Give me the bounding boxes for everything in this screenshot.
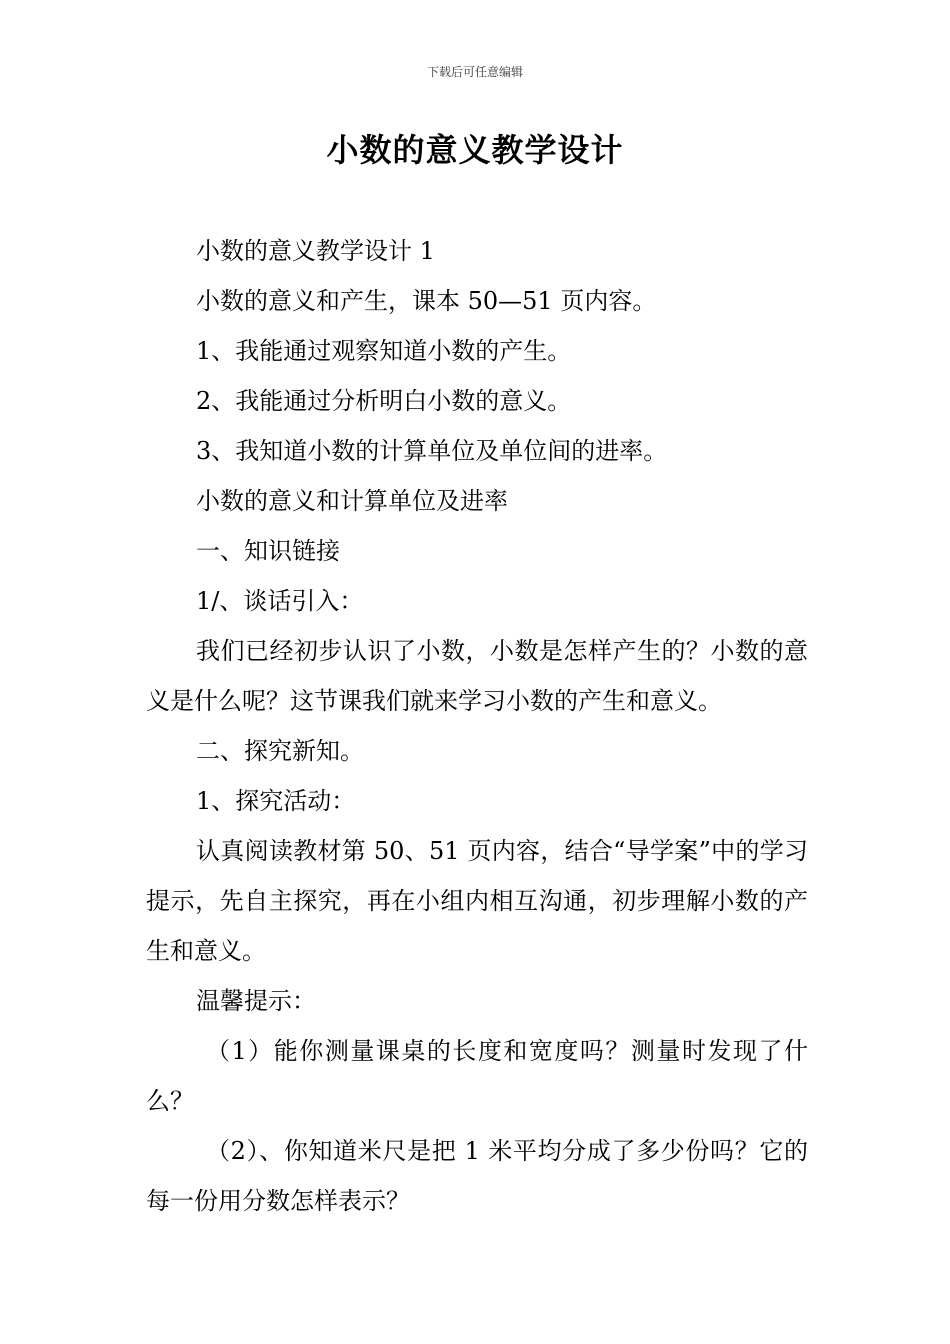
section-heading-1: 一、知识链接: [196, 537, 340, 565]
subsection-heading-intro: 1/、谈话引入：: [196, 587, 364, 615]
paragraph-tip-label: 温馨提示：: [196, 987, 316, 1015]
document-title: 小数的意义教学设计: [326, 131, 624, 169]
paragraph-tip-1: （1）能你测量课桌的长度和宽度吗？测量时发现了什么？: [146, 1037, 808, 1115]
paragraph-goal-2: 2、我能通过分析明白小数的意义。: [196, 387, 572, 415]
paragraph-goal-1: 1、我能通过观察知道小数的产生。: [196, 337, 572, 365]
paragraph-key-point: 小数的意义和计算单位及进率: [196, 487, 508, 515]
subsection-heading-activity: 1、探究活动：: [196, 787, 356, 815]
paragraph-intro: 我们已经初步认识了小数，小数是怎样产生的？小数的意义是什么呢？这节课我们就来学习小数的产生和意义。: [146, 637, 808, 715]
document-body: [146, 226, 808, 1226]
paragraph-subtitle: 小数的意义教学设计 1: [196, 237, 435, 265]
paragraph-goal-3: 3、我知道小数的计算单位及单位间的进率。: [196, 437, 668, 465]
paragraph-content: 小数的意义和产生，课本 50—51 页内容。: [196, 287, 657, 315]
paragraph-tip-2: （2）、你知道米尺是把 1 米平均分成了多少份吗？它的每一份用分数怎样表示？: [146, 1137, 808, 1215]
section-heading-2: 二、探究新知。: [196, 737, 364, 765]
paragraph-activity: 认真阅读教材第 50、51 页内容，结合“导学案”中的学习提示，先自主探究，再在小组内相互沟通，初步理解小数的产生和意义。: [146, 837, 808, 965]
header-note: 下载后可任意编辑: [426, 65, 523, 79]
